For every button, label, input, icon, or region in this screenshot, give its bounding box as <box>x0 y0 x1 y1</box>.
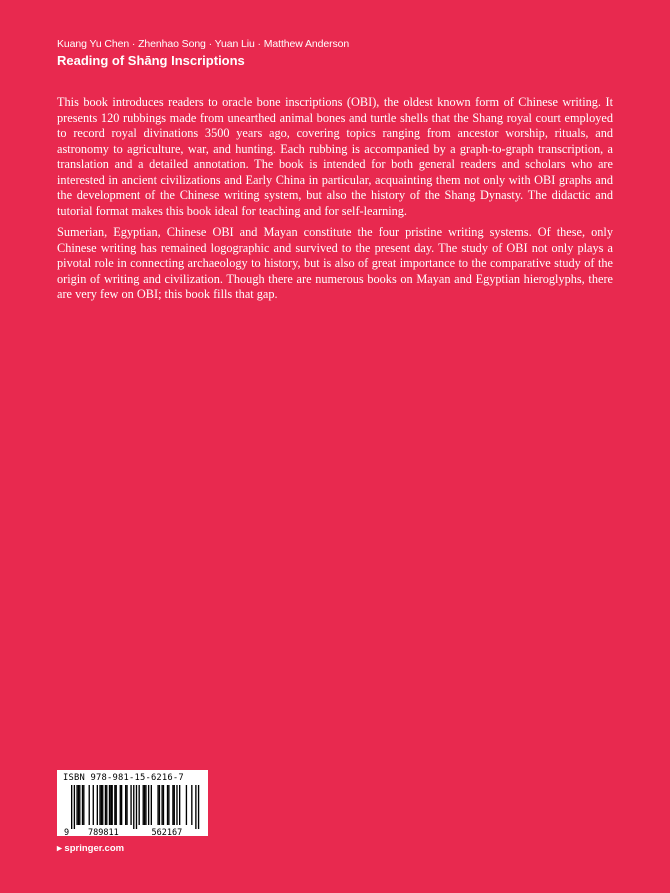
barcode-bar <box>143 785 144 825</box>
barcode-bar <box>114 785 115 825</box>
barcode-bar <box>159 785 160 825</box>
barcode-bar <box>167 785 168 825</box>
barcode-bar <box>112 785 113 825</box>
barcode-bar <box>176 785 177 825</box>
book-title: Reading of Shāng Inscriptions <box>57 53 245 68</box>
publisher-link-text: springer.com <box>64 843 125 854</box>
barcode-bar <box>76 785 77 825</box>
barcode-bar <box>163 785 164 825</box>
barcode-bar <box>106 785 107 825</box>
barcode-bar <box>78 785 79 825</box>
barcode-digits: 789811 <box>88 828 119 836</box>
isbn-label: ISBN 978-981-15-6216-7 <box>63 773 184 783</box>
barcode-bar <box>74 785 75 829</box>
barcode-bar <box>174 785 175 825</box>
barcode-bar <box>198 785 199 829</box>
barcode-bar <box>71 785 72 829</box>
barcode-bar <box>83 785 84 825</box>
barcode-bar <box>101 785 102 825</box>
barcode-bar <box>105 785 106 825</box>
barcode-bar <box>99 785 100 825</box>
barcode-bar <box>136 785 137 829</box>
barcode-bar <box>125 785 126 825</box>
author-list: Kuang Yu Chen · Zhenhao Song · Yuan Liu · Matthew Anderson <box>57 38 350 50</box>
publisher-link[interactable] <box>57 843 124 854</box>
barcode-bar <box>195 785 196 829</box>
book-description <box>57 95 613 309</box>
barcode-digits: 9 <box>64 828 70 836</box>
barcode-bar <box>120 785 121 825</box>
barcode-bar <box>172 785 173 825</box>
barcode-bar <box>109 785 110 825</box>
barcode-bar <box>157 785 158 825</box>
barcode-bar <box>121 785 122 825</box>
barcode-bar <box>168 785 169 825</box>
barcode-bar <box>97 785 98 825</box>
barcode-bar <box>179 785 180 825</box>
barcode-bar <box>161 785 162 825</box>
barcode-bar <box>130 785 131 825</box>
barcode-bar <box>89 785 90 825</box>
description-paragraph-1: This book introduces readers to oracle bone inscriptions (OBI), the oldest known form of Chinese writing. It presents 120 rubbings made from unearthed animal bones and turtle shells that the Shang royal court employed to record royal divinations 3500 years ago, covering topics ranging from ancestor worship, rituals, and astronomy to agriculture, war, and hunting. Each rubbing is accompanied by a graph-to-graph transcription, a translation and a detailed annotation. The book is intended for both general readers and scholars who are interested in ancient civilizations and Early China in particular, acquainting them not only with OBI graphs and the development of the Chinese writing system, but also the history of the Shang Dynasty. The didactic and tutorial format makes this book ideal for teaching and for self-learning. <box>57 95 613 218</box>
barcode-bar <box>102 785 103 825</box>
arrow-icon: ▸ <box>57 843 62 854</box>
barcode-bar <box>126 785 127 825</box>
barcode-bar <box>139 785 140 825</box>
barcode-digits: 562167 <box>151 828 183 836</box>
barcode-bar <box>82 785 83 825</box>
isbn-barcode <box>57 770 208 836</box>
barcode-bar <box>110 785 111 825</box>
barcode-bar <box>148 785 149 825</box>
barcode-bar <box>116 785 117 825</box>
barcode-bar <box>144 785 145 825</box>
barcode-bar <box>186 785 187 825</box>
description-paragraph-2: Sumerian, Egyptian, Chinese OBI and Mayan constitute the four pristine writing systems. Of these, only Chinese writing has remained logographic and survived to the present day. The study of OBI not only plays a pivotal role in connecting archaeology to history, but is also of great importance to the comparative study of the origin of writing and civilization. Though there are numerous books on Mayan and Egyptian hieroglyphs, there are very few on OBI; this book fills that gap. <box>57 225 613 301</box>
barcode-bar <box>191 785 192 825</box>
barcode-bar <box>93 785 94 825</box>
barcode-bar <box>151 785 152 825</box>
barcode-icon <box>63 785 202 836</box>
barcode-bar <box>133 785 134 829</box>
barcode-bar <box>145 785 146 825</box>
barcode-bar <box>79 785 80 825</box>
